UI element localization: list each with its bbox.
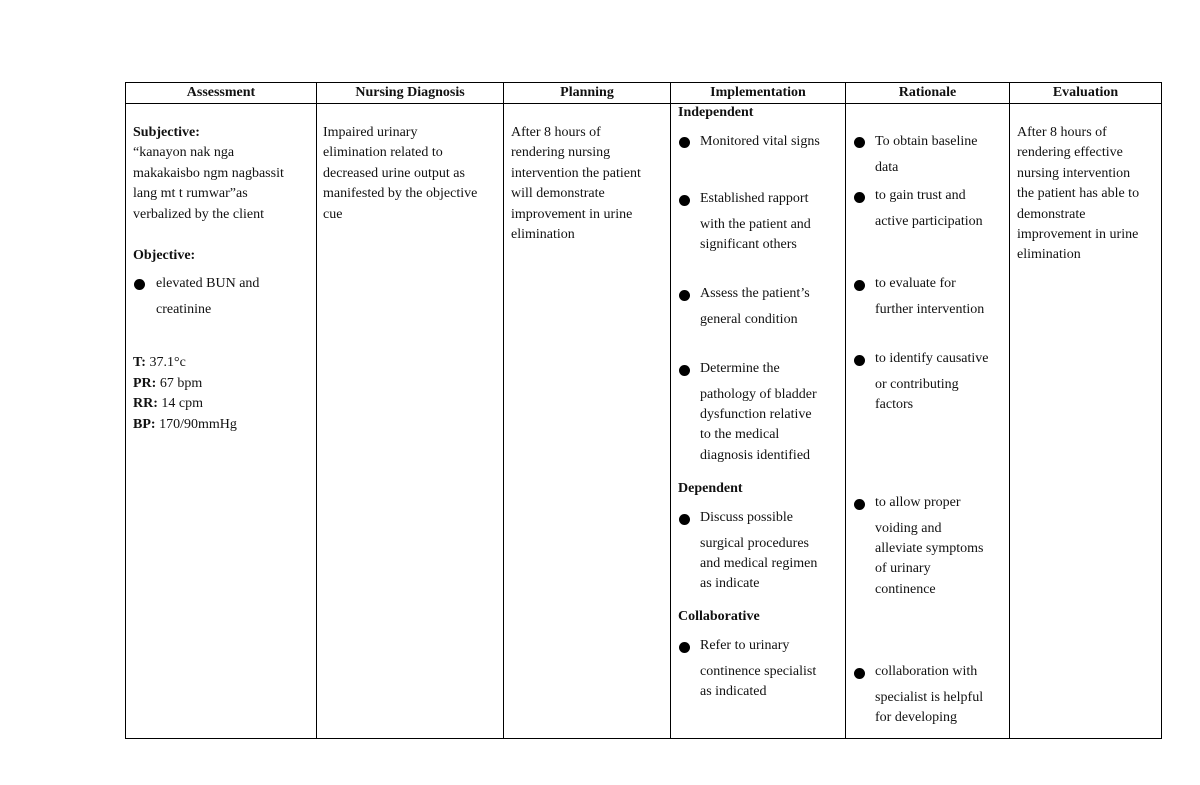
independent-label: Independent <box>678 105 754 120</box>
planning-line: will demonstrate <box>511 186 605 201</box>
header-nursing-diagnosis: Nursing Diagnosis <box>355 85 465 100</box>
col-border-5 <box>1009 82 1010 739</box>
implementation-item-line: as indicated <box>700 684 767 699</box>
vital-label: T: <box>133 355 146 370</box>
evaluation-line: After 8 hours of <box>1017 125 1107 140</box>
implementation-item-line: continence specialist <box>700 664 817 679</box>
implementation-item-line: diagnosis identified <box>700 448 811 463</box>
col-border-6 <box>1161 82 1162 739</box>
implementation-item-line: Determine the <box>700 361 780 376</box>
bullet-icon <box>854 192 865 203</box>
header-implementation: Implementation <box>710 85 806 100</box>
rationale-item-line: to identify causative <box>875 351 989 366</box>
implementation-item-line: dysfunction relative <box>700 407 812 422</box>
rationale-item-line: data <box>875 160 899 175</box>
objective-bullet-line: elevated BUN and <box>156 276 260 291</box>
subjective-label: Subjective: <box>133 125 200 140</box>
implementation-item-line: Discuss possible <box>700 510 793 525</box>
planning-line: rendering nursing <box>511 145 611 160</box>
dependent-label: Dependent <box>678 481 743 496</box>
implementation-item-line: Monitored vital signs <box>700 134 820 149</box>
bullet-icon <box>854 499 865 510</box>
implementation-item-line: general condition <box>700 312 798 327</box>
table-bottom-border <box>125 738 1162 739</box>
planning-line: improvement in urine <box>511 207 633 222</box>
bullet-icon <box>679 642 690 653</box>
rationale-item-line: to gain trust and <box>875 188 966 203</box>
diagnosis-line: manifested by the objective <box>323 186 478 201</box>
implementation-item-line: surgical procedures <box>700 536 809 551</box>
rationale-item-line: of urinary <box>875 561 931 576</box>
vital-pr <box>133 374 202 395</box>
implementation-item-line: pathology of bladder <box>700 387 817 402</box>
diagnosis-line: Impaired urinary <box>323 125 418 140</box>
implementation-item-line: Assess the patient’s <box>700 286 810 301</box>
evaluation-line: elimination <box>1017 247 1081 262</box>
rationale-item-line: collaboration with <box>875 664 978 679</box>
bullet-icon <box>679 137 690 148</box>
evaluation-line: the patient has able to <box>1017 186 1140 201</box>
rationale-item-line: active participation <box>875 214 983 229</box>
diagnosis-line: elimination related to <box>323 145 443 160</box>
header-planning: Planning <box>560 85 614 100</box>
implementation-item-line: and medical regimen <box>700 556 818 571</box>
objective-bullet-line: creatinine <box>156 302 212 317</box>
col-border-4 <box>845 82 846 739</box>
bullet-icon <box>854 668 865 679</box>
vital-value: 170/90mmHg <box>155 417 237 432</box>
implementation-item-line: with the patient and <box>700 217 811 232</box>
rationale-item-line: specialist is helpful <box>875 690 984 705</box>
subjective-line: verbalized by the client <box>133 207 264 222</box>
planning-line: elimination <box>511 227 575 242</box>
bullet-icon <box>679 365 690 376</box>
rationale-item-line: for developing <box>875 710 958 725</box>
header-assessment: Assessment <box>186 85 256 100</box>
col-border-1 <box>316 82 317 739</box>
planning-line: intervention the patient <box>511 166 641 181</box>
evaluation-line: improvement in urine <box>1017 227 1139 242</box>
diagnosis-line: cue <box>323 207 343 222</box>
subjective-line: lang mt t rumwar”as <box>133 186 248 201</box>
rationale-item-line: alleviate symptoms <box>875 541 984 556</box>
table-top-border <box>125 82 1162 83</box>
col-border-3 <box>670 82 671 739</box>
bullet-icon <box>679 195 690 206</box>
evaluation-line: rendering effective <box>1017 145 1123 160</box>
implementation-item-line: significant others <box>700 237 797 252</box>
objective-label: Objective: <box>133 248 196 263</box>
vital-label: RR: <box>133 396 158 411</box>
evaluation-line: demonstrate <box>1017 207 1086 222</box>
vital-label: BP: <box>133 417 156 432</box>
implementation-item-line: Refer to urinary <box>700 638 790 653</box>
evaluation-line: nursing intervention <box>1017 166 1131 181</box>
subjective-line: “kanayon nak nga <box>133 145 235 160</box>
bullet-icon <box>854 355 865 366</box>
bullet-icon <box>854 137 865 148</box>
rationale-item-line: or contributing <box>875 377 959 392</box>
vital-value: 37.1°c <box>145 355 186 370</box>
vital-t <box>133 353 186 374</box>
header-evaluation: Evaluation <box>1052 85 1119 100</box>
bullet-icon <box>679 514 690 525</box>
diagnosis-line: decreased urine output as <box>323 166 465 181</box>
vital-label: PR: <box>133 376 157 391</box>
rationale-item-line: voiding and <box>875 521 942 536</box>
vital-bp <box>133 415 237 436</box>
rationale-item-line: further intervention <box>875 302 985 317</box>
collaborative-label: Collaborative <box>678 609 760 624</box>
implementation-item-line: Established rapport <box>700 191 809 206</box>
vital-rr <box>133 394 203 415</box>
vital-value: 14 cpm <box>157 396 203 411</box>
rationale-item-line: To obtain baseline <box>875 134 978 149</box>
rationale-item-line: to allow proper <box>875 495 961 510</box>
vital-value: 67 bpm <box>156 376 203 391</box>
implementation-item-line: to the medical <box>700 427 780 442</box>
col-border-2 <box>503 82 504 739</box>
header-rationale: Rationale <box>898 85 957 100</box>
col-border-0 <box>125 82 126 739</box>
planning-line: After 8 hours of <box>511 125 601 140</box>
implementation-item-line: as indicate <box>700 576 760 591</box>
rationale-item-line: to evaluate for <box>875 276 956 291</box>
subjective-line: makakaisbo ngm nagbassit <box>133 166 284 181</box>
bullet-icon <box>679 290 690 301</box>
rationale-item-line: continence <box>875 582 936 597</box>
bullet-icon <box>134 279 145 290</box>
bullet-icon <box>854 280 865 291</box>
rationale-item-line: factors <box>875 397 914 412</box>
